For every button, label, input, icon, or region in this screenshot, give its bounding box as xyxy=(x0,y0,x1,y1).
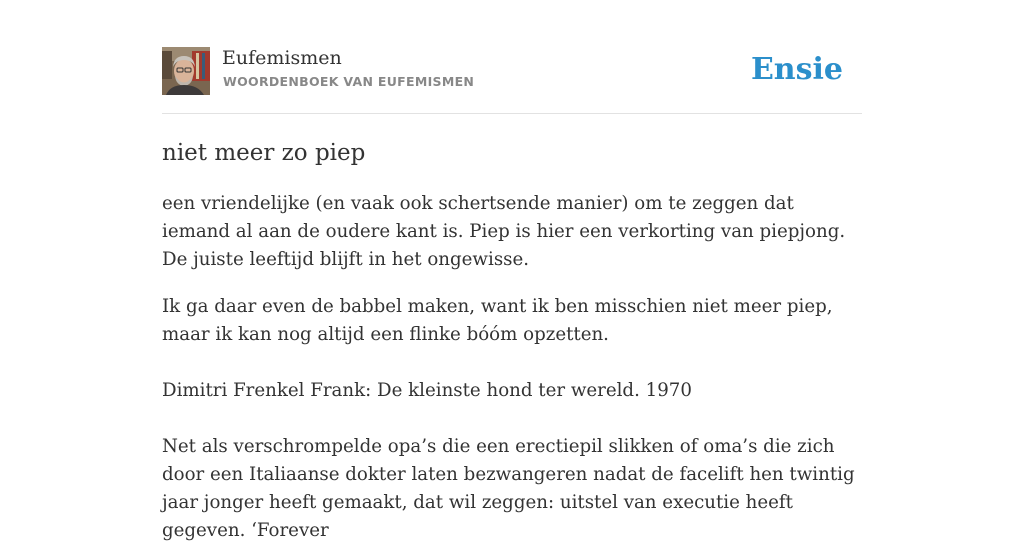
site-header xyxy=(162,46,862,96)
spacer xyxy=(162,349,862,377)
example-quote: Ik ga daar even de babbel maken, want ik ben misschien niet meer piep, maar ik kan nog altijd een flinke bóóm opzetten. xyxy=(162,296,833,345)
example-quote: Net als verschrompelde opa’s die een erectiepil slikken of oma’s die zich door een Italiaanse dokter laten bezwangeren nadat de facelift hen twintig jaar jonger heeft gemaakt, dat wil zeggen: uitstel van executie heeft gegeven. ‘Forever xyxy=(162,436,855,541)
author-avatar[interactable] xyxy=(162,47,210,95)
avatar-photo xyxy=(162,47,210,95)
entry-definition: een vriendelijke (en vaak ook schertsende manier) om te zeggen dat iemand al aan de oudere kant is. Piep is hier een verkorting van piepjong. De juiste leeftijd blijft in het ongewisse. xyxy=(162,193,846,270)
dictionary-subtitle[interactable]: WOORDENBOEK VAN EUFEMISMEN xyxy=(223,74,475,89)
author-name[interactable]: Eufemismen xyxy=(222,47,342,69)
example-source: Dimitri Frenkel Frank: De kleinste hond ter wereld. 1970 xyxy=(162,380,692,401)
ensie-logo[interactable]: Ensie xyxy=(750,52,843,87)
spacer xyxy=(162,405,862,433)
header-divider xyxy=(162,113,862,114)
entry-content xyxy=(162,190,862,545)
entry-title: niet meer zo piep xyxy=(162,140,366,166)
